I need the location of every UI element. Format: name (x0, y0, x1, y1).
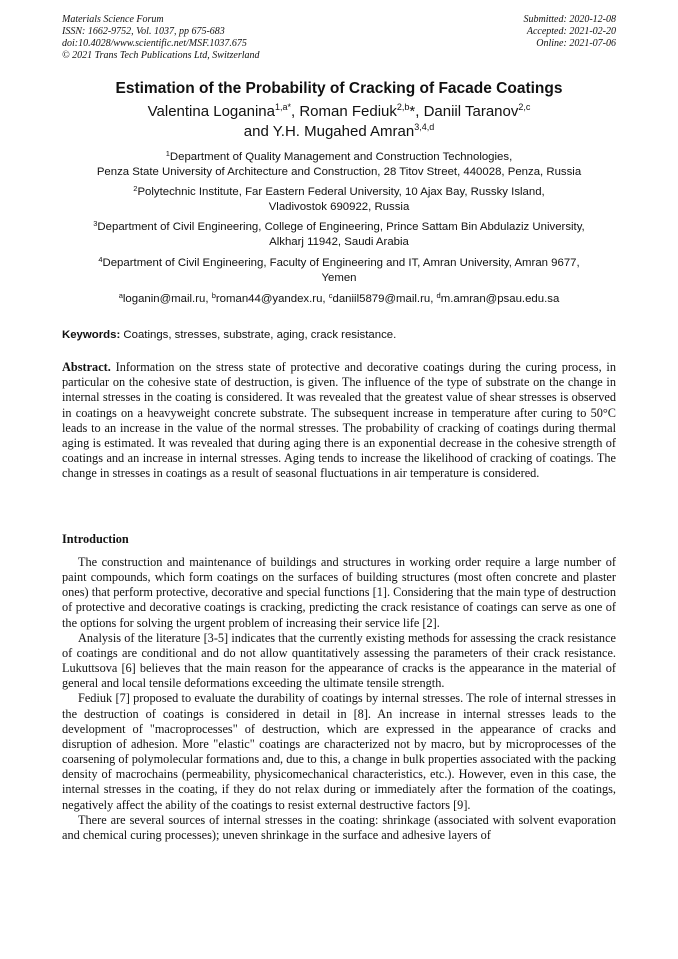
author-name: Daniil Taranov (423, 103, 519, 120)
author-separator: , (415, 103, 424, 120)
affiliation-line: Yemen (321, 272, 357, 284)
affiliation (62, 150, 616, 180)
dates-header (524, 14, 617, 50)
body-paragraph: Analysis of the literature [3-5] indicates that the currently existing methods for assessing the crack resistance of coatings are conditional and do not allow quantitatively assessing the parameters of their crack resistance. Lukuttsova [6] believes that the main reason for the appearance of cracks is the appearance in the material of general and local tensile deformations exceeding the ultimate tensile strength. (62, 630, 616, 691)
abstract-text: Information on the stress state of protective and decorative coatings during the curing process, in particular on the cohesive state of destruction, is given. The influence of the type of substrate on the change in internal stresses in the coating is considered. It was revealed that the greatest value of shear stresses is observed in coatings on a heavyweight concrete substrate. The subsequent increase in temperature after curing to 50°C leads to an increase in the value of the normal stresses. The probability of cracking of coatings during thermal aging is estimated. It was revealed that during aging there is an exponential decrease in the cohesive strength of coatings and an increase in internal stresses. Aging tends to increase the likelihood of cracking of coatings. The change in stresses in coatings as a result of seasonal fluctuations in air temperature is considered. (62, 360, 616, 481)
body-paragraph: The construction and maintenance of buildings and structures in working order require a large number of paint compounds, which form coatings on the surfaces of building structures (most often concrete and plaster ones) that perform protective, decorative and special functions [1]. Considering that the main type of destruction of protective and decorative coatings is cracking, predicting the crack resistance of coatings can serve as one of the options for solving the urgent problem of increasing their service life [2]. (62, 555, 616, 630)
journal-issn: ISSN: 1662-9752, Vol. 1037, pp 675-683 (62, 26, 225, 37)
affiliation (62, 185, 616, 215)
journal-doi[interactable]: doi:10.4028/www.scientific.net/MSF.1037.675 (62, 38, 247, 49)
body-paragraph: There are several sources of internal stresses in the coating: shrinkage (associated with solvent evaporation and chemical curing processes); uneven shrinkage in the surface and adhesive layers of (62, 812, 616, 842)
email-marker: c (328, 291, 333, 300)
abstract-label: Abstract. (62, 360, 111, 374)
online-date: Online: 2021-07-06 (536, 38, 616, 49)
keywords (62, 328, 616, 342)
body-paragraph: Fediuk [7] proposed to evaluate the durability of coatings by internal stresses. The role of internal stresses in the destruction of coatings is considered in detail in [8]. An increase in internal stresses leads to the development of "macroprocesses" of destruction, which are expressed in the appearance of cracks and disruption of adhesion. More "elastic" coatings are characterized not by macro, but by microprocesses of the coarsening of polymolecular formations and, due to this, a change in bulk properties associated with the packing density of macrochains (permeability, physicomechanical characteristics, etc.). However, even in this case, the internal stresses in the coating, if they do not relax during or immediately after the formation of the coatings, negatively affect the ability of the coatings to resist external destructive factors [9]. (62, 691, 616, 812)
author-affiliation-marker: 2,b (396, 102, 410, 112)
introduction-body (62, 555, 616, 843)
author-affiliation-marker: 2,c (518, 102, 531, 112)
email-separator: , (205, 293, 212, 305)
corresponding-marker: * (409, 103, 416, 120)
author-list (62, 102, 616, 142)
journal-header (62, 14, 260, 62)
email-list (62, 292, 616, 307)
email-link[interactable]: roman44@yandex.ru (215, 293, 323, 305)
journal-name: Materials Science Forum (62, 14, 164, 25)
section-heading: Introduction (62, 532, 129, 546)
affiliation-line: Department of Quality Management and Construction Technologies, (169, 151, 513, 163)
author-affiliation-marker: 3,4,d (414, 122, 435, 132)
paper-title: Estimation of the Probability of Cracking of Facade Coatings (115, 80, 563, 97)
email-marker: a (118, 291, 123, 300)
keywords-label: Keywords: (62, 329, 121, 341)
abstract (62, 360, 616, 482)
email-separator: , (430, 293, 437, 305)
affiliation-line: Department of Civil Engineering, Faculty of Engineering and IT, Amran University, Amran 9677, (102, 257, 580, 269)
accepted-date: Accepted: 2021-02-20 (526, 26, 616, 37)
affiliation-line: Department of Civil Engineering, College of Engineering, Prince Sattam Bin Abdulaziz University, (97, 221, 585, 233)
author-name: Roman Fediuk (299, 103, 397, 120)
keywords-text: Coatings, stresses, substrate, aging, crack resistance. (120, 329, 397, 341)
email-marker: d (436, 291, 441, 300)
email-separator: , (322, 293, 329, 305)
email-link[interactable]: m.amran@psau.edu.sa (440, 293, 560, 305)
affiliation-line: Polytechnic Institute, Far Eastern Federal University, 10 Ajax Bay, Russky Island, (137, 186, 545, 198)
affiliation (62, 256, 616, 286)
affiliation-line: Alkharj 11942, Saudi Arabia (269, 236, 409, 248)
affiliation-line: Vladivostok 690922, Russia (268, 201, 410, 213)
author-conjunction: and (243, 123, 269, 140)
author-name: Y.H. Mugahed Amran (272, 123, 415, 140)
email-marker: b (211, 291, 216, 300)
affiliation-number: 2 (133, 184, 138, 193)
author-separator: , (290, 103, 300, 120)
affiliation-line: Penza State University of Architecture and Construction, 28 Titov Street, 440028, Penza, Russia (96, 166, 582, 178)
email-link[interactable]: loganin@mail.ru (122, 293, 206, 305)
affiliation-number: 4 (98, 255, 103, 264)
author-name: Valentina Loganina (147, 103, 275, 120)
email-link[interactable]: daniil5879@mail.ru (332, 293, 431, 305)
affiliation (62, 220, 616, 250)
author-affiliation-marker: 1,a* (274, 102, 291, 112)
affiliation-number: 1 (165, 149, 170, 158)
affiliation-number: 3 (93, 219, 98, 228)
copyright-notice: © 2021 Trans Tech Publications Ltd, Switzerland (62, 50, 260, 61)
submitted-date: Submitted: 2020-12-08 (523, 14, 616, 25)
